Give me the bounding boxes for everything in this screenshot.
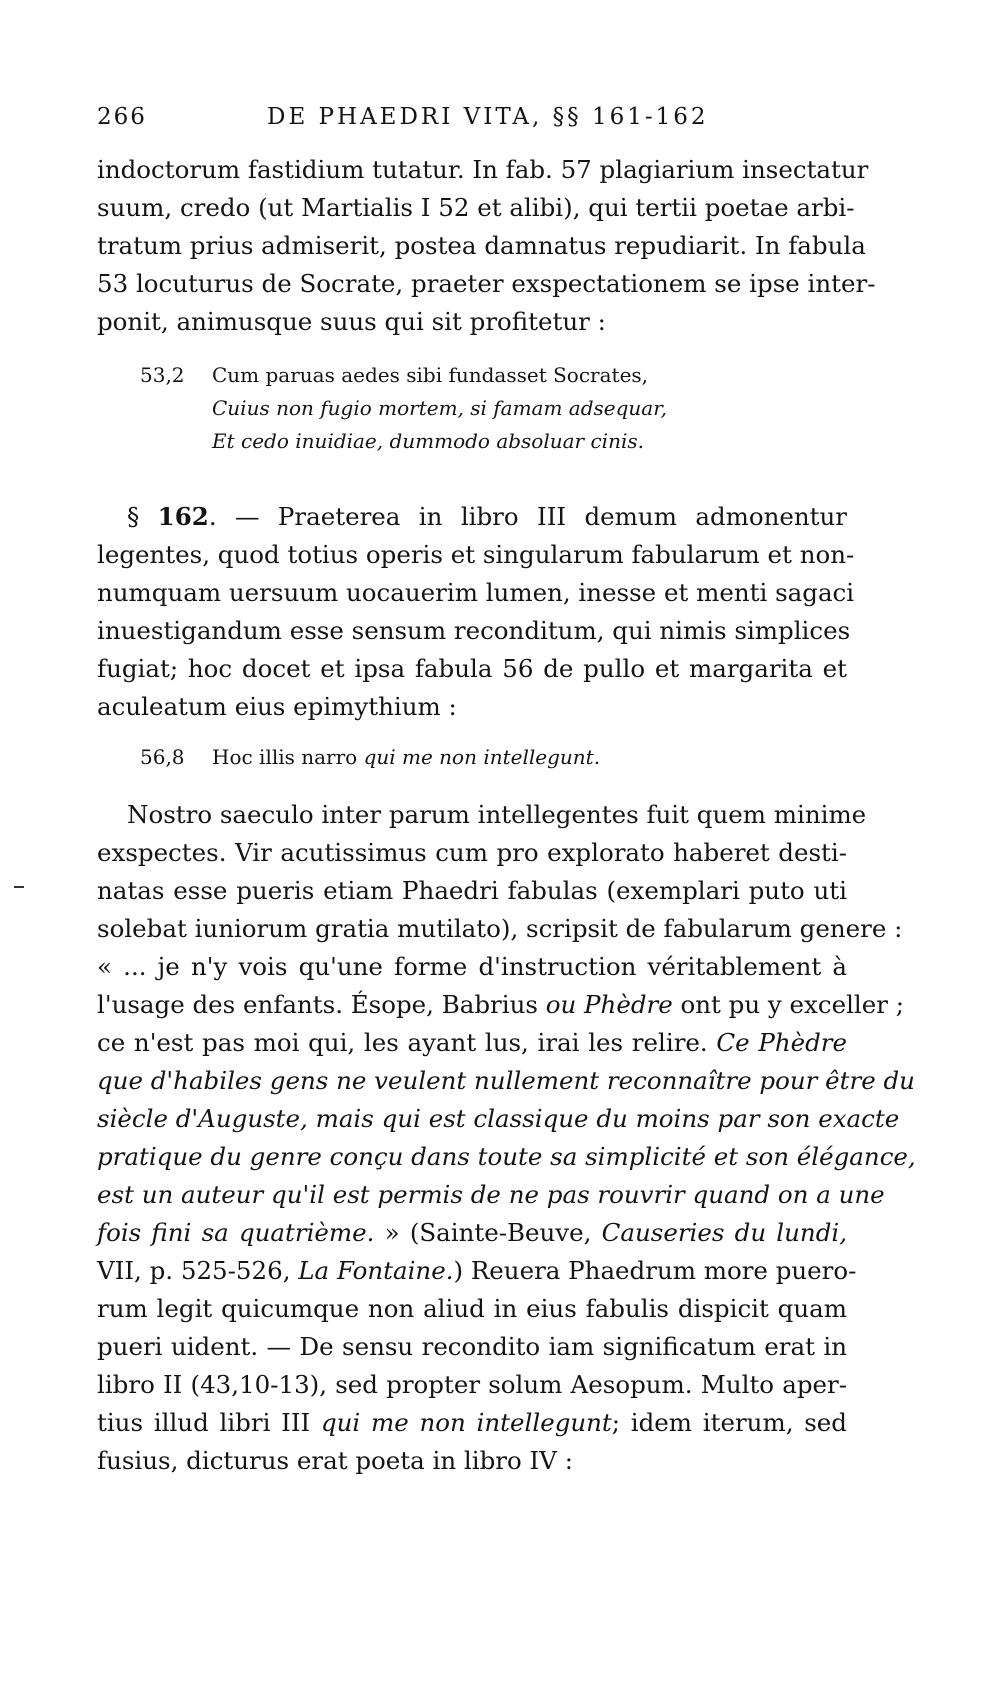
verse-text: Hoc illis narro xyxy=(212,745,358,769)
text-line: indoctorum fastidium tutatur. In fab. 57 plagiarium insectatur xyxy=(97,155,869,184)
verse-line xyxy=(212,393,667,423)
text-run-italic: Causeries du lundi, xyxy=(601,1218,847,1247)
text-run: tius illud libri III xyxy=(97,1408,311,1437)
text-line xyxy=(97,1024,847,1062)
text-line: ponit, animusque suus qui sit profitetur : xyxy=(97,307,606,336)
text-line: pueri uident. — De sensu recondito iam significatum erat in xyxy=(97,1332,847,1361)
verse-line xyxy=(140,360,648,390)
text-line: tratum prius admiserit, postea damnatus repudiarit. In fabula xyxy=(97,231,866,260)
text-line: inuestigandum esse sensum reconditum, qui nimis simplices xyxy=(97,616,851,645)
text-run: ; idem iterum, sed xyxy=(611,1408,847,1437)
text-run-italic: qui me non intellegunt xyxy=(320,1408,612,1437)
text-line-italic: pratique du genre conçu dans toute sa simplicité et son élégance, xyxy=(97,1142,916,1171)
text-run: ) Reuera Phaedrum more puero- xyxy=(453,1256,857,1285)
text-line: legentes, quod totius operis et singularum fabularum et non- xyxy=(97,540,855,569)
text-line-italic: que d'habiles gens ne veulent nullement reconnaître pour être du xyxy=(97,1066,915,1095)
text-run-italic: La Fontaine. xyxy=(298,1256,454,1285)
text-line-italic: siècle d'Auguste, mais qui est classique du moins par son exacte xyxy=(97,1104,900,1133)
text-run: l'usage des enfants. Ésope, Babrius xyxy=(97,990,538,1019)
verse-text-italic: qui me non intellegunt. xyxy=(363,745,601,769)
verse-reference: 56,8 xyxy=(140,745,185,769)
text-line: rum legit quicumque non aliud in eius fabulis dispicit quam xyxy=(97,1294,847,1323)
text-run-italic: fois fini sa quatrième. xyxy=(97,1218,375,1247)
text-line-italic: est un auteur qu'il est permis de ne pas rouvrir quand on a une xyxy=(97,1180,885,1209)
text-run-italic: ou Phèdre xyxy=(545,990,673,1019)
text-run-italic: Ce Phèdre xyxy=(716,1028,847,1057)
text-run: ont pu y exceller ; xyxy=(680,990,905,1019)
text-line: exspectes. Vir acutissimus cum pro explorato haberet desti- xyxy=(97,838,847,867)
running-title: DE PHAEDRI VITA, §§ 161-162 xyxy=(267,104,709,130)
text-line: fugiat; hoc docet et ipsa fabula 56 de pullo et margarita et xyxy=(97,654,847,683)
verse-line xyxy=(140,742,600,772)
verse-line xyxy=(212,426,644,456)
section-symbol: § xyxy=(127,502,140,531)
section-heading-line xyxy=(127,498,847,536)
section-number: 162 xyxy=(157,502,209,531)
text-run: ce n'est pas moi qui, les ayant lus, irai les relire. xyxy=(97,1028,708,1057)
verse-text: Cum paruas aedes sibi fundasset Socrates, xyxy=(212,363,649,387)
text-line: natas esse pueris etiam Phaedri fabulas (exemplari puto uti xyxy=(97,876,847,905)
text-line xyxy=(97,986,905,1024)
text-line: suum, credo (ut Martialis I 52 et alibi), qui tertii poetae arbi- xyxy=(97,193,855,222)
page-header xyxy=(97,104,717,144)
verse-text: Cuius non fugio mortem, si famam adsequar, xyxy=(212,396,667,420)
text-line: fusius, dicturus erat poeta in libro IV : xyxy=(97,1446,573,1475)
text-line xyxy=(97,1214,847,1252)
text-line: 53 locuturus de Socrate, praeter exspectationem se ipse inter- xyxy=(97,269,876,298)
text-line: libro II (43,10-13), sed propter solum Aesopum. Multo aper- xyxy=(97,1370,847,1399)
text-line: « ... je n'y vois qu'une forme d'instruction véritablement à xyxy=(97,952,847,981)
text-run: . — Praeterea in libro III demum admonentur xyxy=(208,502,847,531)
page-number: 266 xyxy=(97,104,147,130)
text-line: numquam uersuum uocauerim lumen, inesse et menti sagaci xyxy=(97,578,855,607)
text-line: aculeatum eius epimythium : xyxy=(97,692,457,721)
text-run: VII, p. 525-526, xyxy=(97,1256,291,1285)
text-run: » (Sainte-Beuve, xyxy=(384,1218,592,1247)
text-line: solebat iuniorum gratia mutilato), scripsit de fabularum genere : xyxy=(97,914,903,943)
verse-text: Et cedo inuidiae, dummodo absoluar cinis. xyxy=(212,429,644,453)
text-line: Nostro saeculo inter parum intellegentes fuit quem minime xyxy=(127,800,867,829)
margin-mark xyxy=(14,886,24,888)
text-line xyxy=(97,1404,847,1442)
verse-reference: 53,2 xyxy=(140,363,185,387)
text-line xyxy=(97,1252,857,1290)
